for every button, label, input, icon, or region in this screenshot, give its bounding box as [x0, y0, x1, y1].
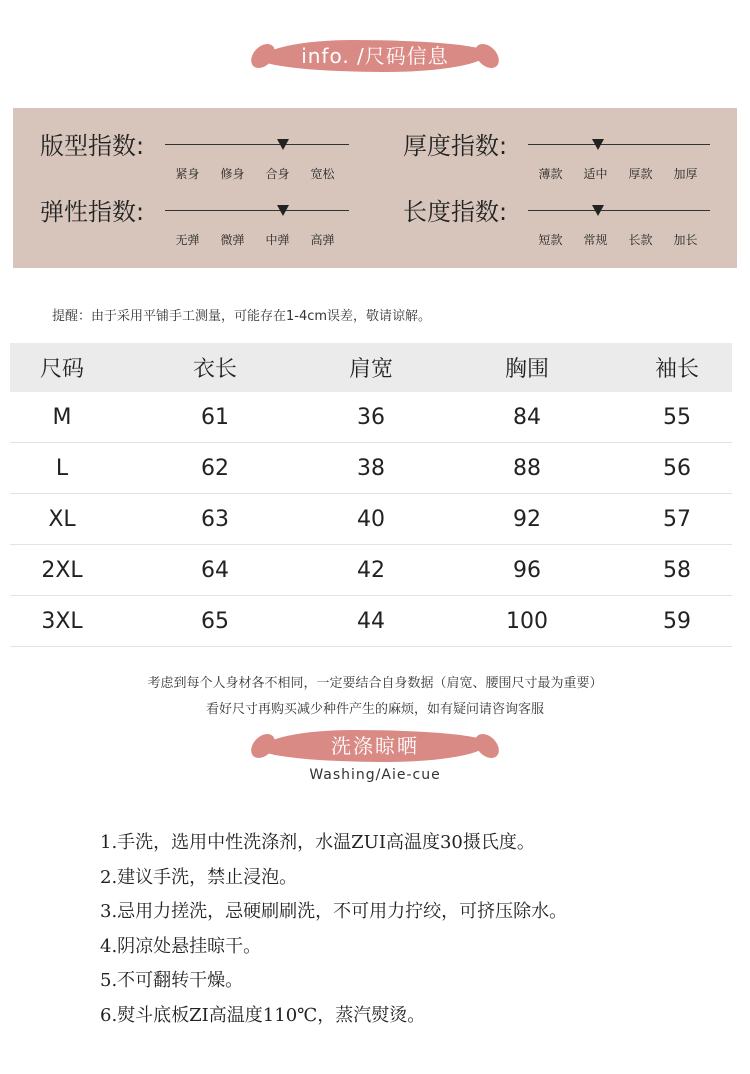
index-option: 短款 — [538, 233, 563, 247]
list-item: 6.熨斗底板ZI高温度110℃，蒸汽熨烫。 — [100, 1004, 426, 1026]
size-info-header — [262, 40, 488, 72]
index-label: 弹性指数: — [40, 198, 145, 226]
index-option: 薄款 — [538, 167, 563, 181]
index-scale-line — [165, 210, 349, 211]
size-table — [10, 343, 732, 647]
size-info-header-text: info. /尺码信息 — [301, 44, 449, 68]
table-header-cell: 衣长 — [192, 357, 237, 382]
list-item: 1.手洗，选用中性洗涤剂，水温ZUI高温度30摄氏度。 — [100, 832, 535, 853]
fit-indices-panel — [13, 108, 737, 268]
list-item: 5.不可翻转干燥。 — [100, 970, 244, 991]
table-cell: 58 — [663, 557, 691, 583]
index-marker-icon — [592, 205, 604, 216]
table-cell: 40 — [357, 506, 385, 532]
table-row — [10, 494, 732, 545]
index-option: 高弹 — [310, 233, 335, 247]
table-cell: 3XL — [41, 608, 83, 634]
table-cell: 42 — [357, 557, 385, 583]
table-cell: 57 — [663, 506, 691, 532]
table-cell: L — [55, 455, 69, 481]
washing-header-text: 洗涤晾晒 — [331, 734, 419, 758]
table-cell: 65 — [201, 608, 229, 634]
table-cell: 88 — [513, 455, 541, 481]
table-cell: 100 — [506, 608, 548, 634]
table-cell: 96 — [513, 557, 541, 583]
index-option: 修身 — [220, 167, 245, 181]
table-row — [10, 392, 732, 443]
index-option: 中弹 — [265, 233, 290, 247]
table-cell: XL — [48, 506, 76, 532]
list-item: 3.忌用力搓洗，忌硬刷刷洗，不可用力拧绞，可挤压除水。 — [100, 901, 568, 922]
table-cell: 55 — [663, 404, 691, 430]
index-option: 加厚 — [673, 167, 698, 181]
table-cell: 62 — [201, 455, 229, 481]
table-header-cell: 尺码 — [39, 357, 84, 382]
index-option: 加长 — [673, 233, 698, 247]
size-tip: 看好尺寸再购买减少种件产生的麻烦，如有疑问请咨询客服 — [205, 702, 544, 717]
index-scale-line — [528, 144, 710, 145]
table-row — [10, 443, 732, 494]
size-tip: 考虑到每个人身材各不相同，一定要结合自身数据（肩宽、腰围尺寸最为重要） — [147, 676, 603, 691]
index-option: 适中 — [583, 167, 608, 181]
index-option: 无弹 — [175, 233, 200, 247]
index-label: 版型指数: — [40, 132, 145, 160]
index-options — [528, 165, 708, 182]
washing-subtitle: Washing/Aie-cue — [309, 767, 441, 783]
list-item: 4.阴凉处悬挂晾干。 — [100, 935, 262, 957]
table-cell: 64 — [201, 557, 229, 583]
index-marker-icon — [592, 139, 604, 150]
table-header-cell: 袖长 — [654, 357, 699, 382]
index-options — [528, 231, 708, 248]
index-option: 长款 — [628, 233, 653, 247]
index-option: 常规 — [583, 233, 608, 247]
index-option: 宽松 — [310, 167, 335, 181]
index-option: 紧身 — [175, 167, 200, 181]
table-cell: M — [52, 404, 72, 430]
table-row — [10, 545, 732, 596]
index-scale-line — [165, 144, 349, 145]
index-option: 合身 — [265, 167, 290, 181]
table-header-cell: 胸围 — [504, 357, 549, 382]
table-header-cell: 肩宽 — [348, 357, 393, 382]
index-label: 长度指数: — [403, 198, 508, 226]
index-options — [165, 165, 345, 182]
table-cell: 59 — [663, 608, 691, 634]
table-cell: 56 — [663, 455, 691, 481]
index-option: 厚款 — [628, 167, 653, 181]
table-cell: 84 — [513, 404, 541, 430]
table-cell: 63 — [201, 506, 229, 532]
index-marker-icon — [277, 205, 289, 216]
table-cell: 38 — [357, 455, 385, 481]
index-options — [165, 231, 345, 248]
table-cell: 92 — [513, 506, 541, 532]
index-scale-line — [528, 210, 710, 211]
washing-instructions — [100, 826, 567, 1033]
index-label: 厚度指数: — [403, 132, 508, 160]
table-header-row — [10, 343, 732, 392]
index-option: 微弹 — [220, 233, 245, 247]
table-cell: 2XL — [41, 557, 83, 583]
index-marker-icon — [277, 139, 289, 150]
table-row — [10, 596, 732, 647]
washing-header — [262, 730, 488, 762]
table-cell: 44 — [357, 608, 385, 634]
measurement-note: 提醒：由于采用平铺手工测量，可能存在1-4cm误差，敬请谅解。 — [52, 309, 432, 324]
list-item: 2.建议手洗，禁止浸泡。 — [100, 866, 298, 888]
table-cell: 36 — [357, 404, 385, 430]
table-cell: 61 — [201, 404, 229, 430]
